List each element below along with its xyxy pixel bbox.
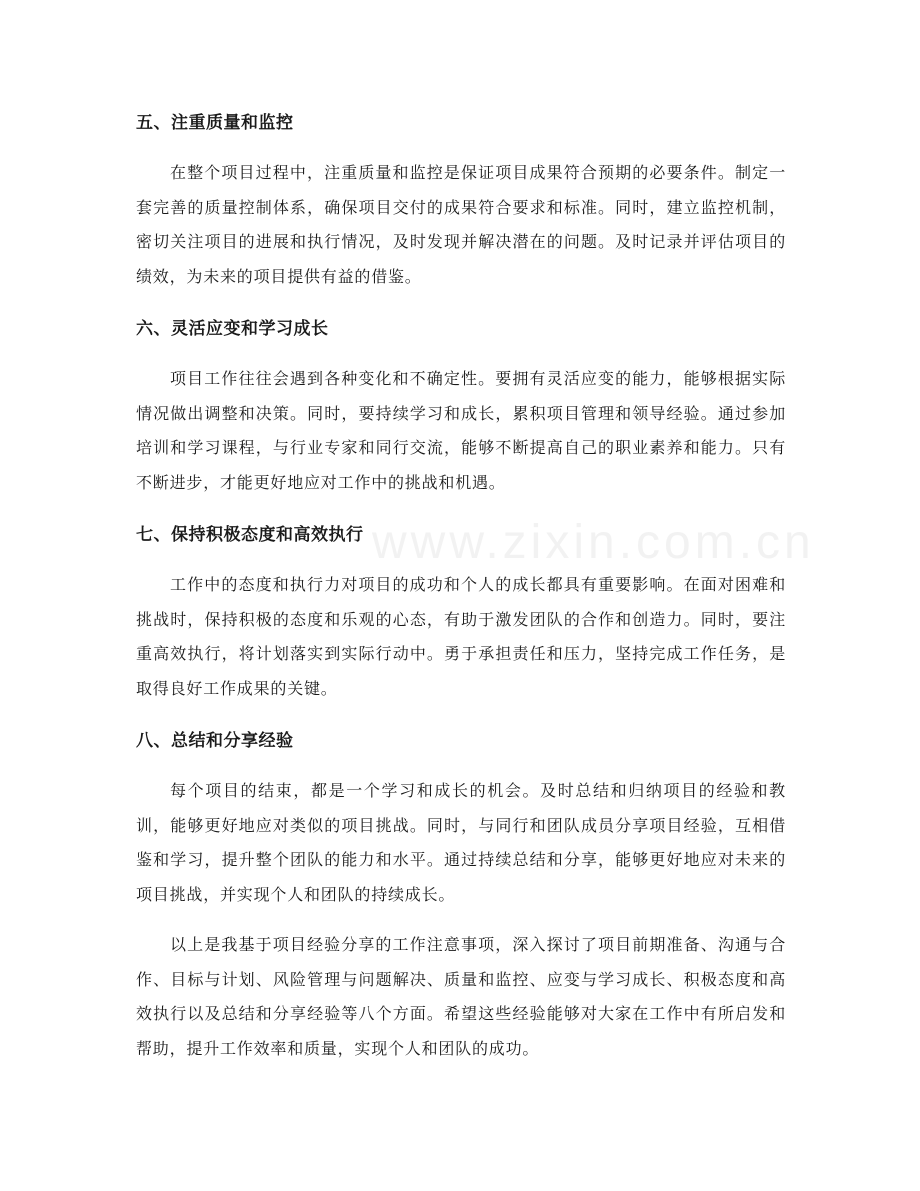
section-paragraph: 在整个项目过程中，注重质量和监控是保证项目成果符合预期的必要条件。制定一套完善的质量控制体系，确保项目交付的成果符合要求和标准。同时，建立监控机制，密切关注项目的进展和执行情况，及时发现并解决潜在的问题。及时记录并评估项目的绩效，为未来的项目提供有益的借鉴。 xyxy=(136,163,786,286)
section-paragraph: 工作中的态度和执行力对项目的成功和个人的成长都具有重要影响。在面对困难和挑战时，保持积极的态度和乐观的心态，有助于激发团队的合作和创造力。同时，要注重高效执行，将计划落实到实际行动中。勇于承担责任和压力，坚持完成工作任务，是取得良好工作成果的关键。 xyxy=(136,575,786,698)
document-body xyxy=(136,104,786,1082)
section-quality-monitoring xyxy=(136,104,786,294)
section-paragraph: 每个项目的结束，都是一个学习和成长的机会。及时总结和归纳项目的经验和教训，能够更好地应对类似的项目挑战。同时，与同行和团队成员分享项目经验，互相借鉴和学习，提升整个团队的能力和水平。通过持续总结和分享，能够更好地应对未来的项目挑战，并实现个人和团队的持续成长。 xyxy=(136,781,786,904)
conclusion-paragraph: 以上是我基于项目经验分享的工作注意事项，深入探讨了项目前期准备、沟通与合作、目标与计划、风险管理与问题解决、质量和监控、应变与学习成长、积极态度和高效执行以及总结和分享经验等八个方面。希望这些经验能够对大家在工作中有所启发和帮助，提升工作效率和质量，实现个人和团队的成功。 xyxy=(136,935,786,1058)
section-heading: 八、总结和分享经验 xyxy=(136,731,294,751)
section-attitude-execution xyxy=(136,516,786,706)
section-heading: 五、注重质量和监控 xyxy=(136,113,294,133)
section-heading: 六、灵活应变和学习成长 xyxy=(136,319,329,339)
section-flexibility-learning xyxy=(136,310,786,500)
section-paragraph: 项目工作往往会遇到各种变化和不确定性。要拥有灵活应变的能力，能够根据实际情况做出调整和决策。同时，要持续学习和成长，累积项目管理和领导经验。通过参加培训和学习课程，与行业专家和同行交流，能够不断提高自己的职业素养和能力。只有不断进步，才能更好地应对工作中的挑战和机遇。 xyxy=(136,369,786,492)
section-heading: 七、保持积极态度和高效执行 xyxy=(136,525,364,545)
watermark: www.zixin.com.cn xyxy=(372,516,815,569)
section-summary-sharing xyxy=(136,722,786,912)
